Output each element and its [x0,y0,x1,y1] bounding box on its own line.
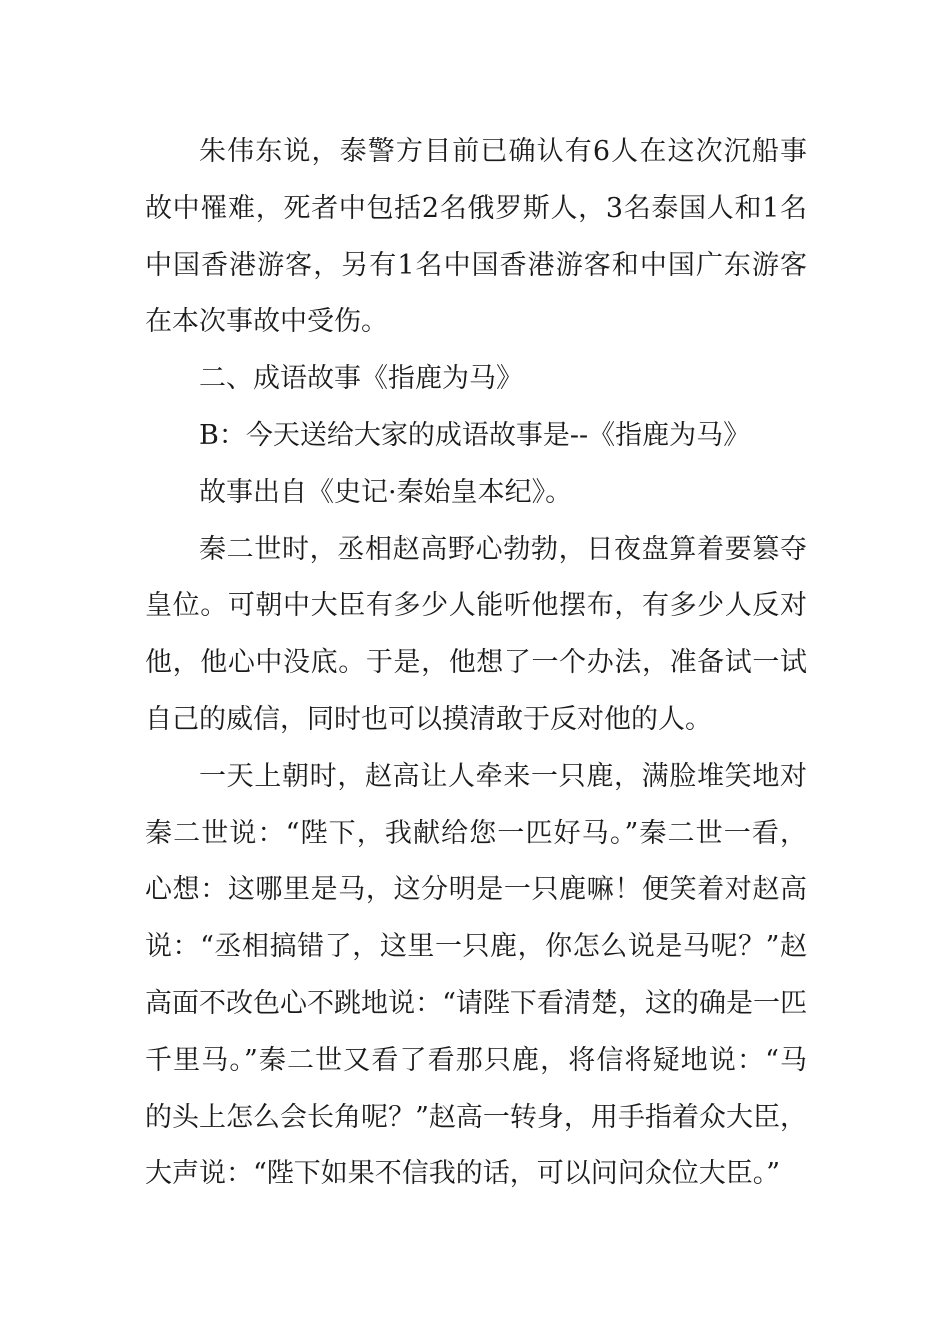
section-heading-idiom-story: 二、成语故事《指鹿为马》 [199,363,523,395]
paragraph-zhao-gao-ambition: 秦二世时，丞相赵高野心勃勃，日夜盘算着要篡夺皇位。可朝中大臣有多少人能听他摆布，有多少人反对他，他心中没底。于是，他想了一个办法，准备试一试自己的威信，同时也可以摸清敢于反对他的人。 [145,533,807,735]
paragraph-story-source: 故事出自《史记·秦始皇本纪》。 [199,476,573,508]
document-body [145,124,807,1203]
paragraph-story-intro: B：今天送给大家的成语故事是--《指鹿为马》 [199,419,751,451]
paragraph-deer-horse-court: 一天上朝时，赵高让人牵来一只鹿，满脸堆笑地对秦二世说：“陛下，我献给您一匹好马。”秦二世一看，心想：这哪里是马，这分明是一只鹿嘛！便笑着对赵高说：“丞相搞错了，这里一只鹿，你怎么说是马呢？”赵高面不改色心不跳地说：“请陛下看清楚，这的确是一匹千里马。”秦二世又看了看那只鹿，将信将疑地说：“马的头上怎么会长角呢？”赵高一转身，用手指着众大臣，大声说：“陛下如果不信我的话，可以问问众位大臣。” [145,760,807,1190]
paragraph-shipwreck-report: 朱伟东说，泰警方目前已确认有6人在这次沉船事故中罹难，死者中包括2名俄罗斯人，3名泰国人和1名中国香港游客，另有1名中国香港游客和中国广东游客在本次事故中受伤。 [145,136,807,338]
